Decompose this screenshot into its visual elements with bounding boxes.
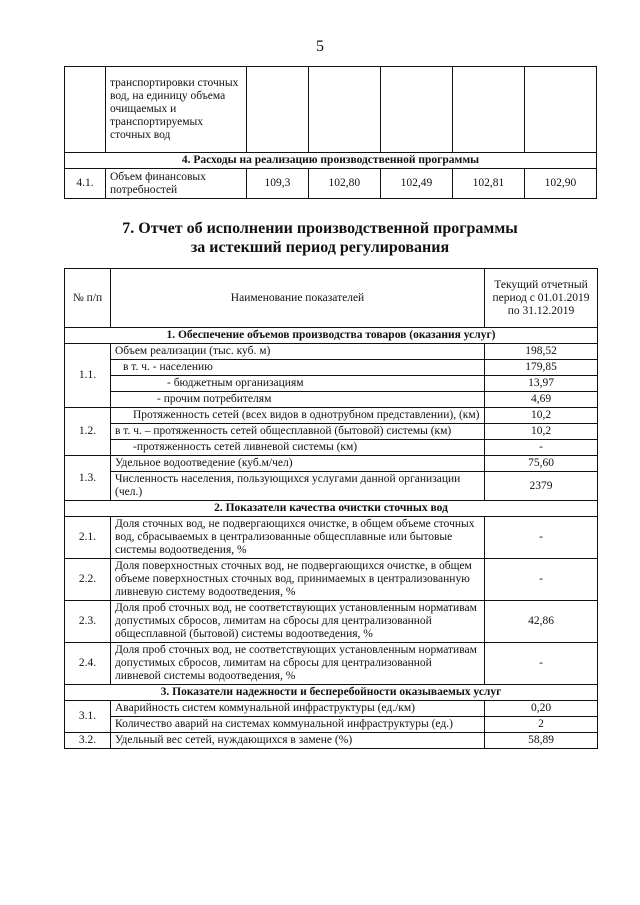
- row-name: -протяженность сетей ливневой системы (км): [111, 440, 485, 456]
- row-name: Доля поверхностных сточных вод, не подвергающихся очистке, в общем объеме поверхностных сточных вод, принимаемых в централизованную ливневую систему водоотведения, %: [111, 559, 485, 601]
- row-name: в т. ч. – протяженность сетей общесплавной (бытовой) системы (км): [111, 424, 485, 440]
- row-number: 2.3.: [65, 601, 111, 643]
- row-name: Объем реализации (тыс. куб. м): [111, 344, 485, 360]
- table-row: [65, 169, 597, 199]
- value-cell: -: [485, 643, 598, 685]
- report-title-line1: 7. Отчет об исполнении производственной программы: [122, 220, 518, 237]
- value-cell: -: [485, 517, 598, 559]
- row-number: 4.1.: [65, 169, 106, 199]
- section-heading: 2. Показатели качества очистки сточных вод: [65, 501, 598, 517]
- row-number: 1.1.: [65, 344, 111, 408]
- value-cell: 102,80: [308, 169, 380, 199]
- table-row: [65, 717, 598, 733]
- header-row: [65, 269, 598, 328]
- value-cell: 58,89: [485, 733, 598, 749]
- report-table: [64, 268, 598, 749]
- page-number: 5: [316, 38, 324, 55]
- value-cell: -: [485, 440, 598, 456]
- table-cell: [308, 67, 380, 153]
- value-cell: 109,3: [247, 169, 309, 199]
- row-name: - бюджетным организациям: [111, 376, 485, 392]
- section-row: [65, 685, 598, 701]
- row-number: 2.4.: [65, 643, 111, 685]
- table-cell: [65, 67, 106, 153]
- value-cell: 13,97: [485, 376, 598, 392]
- row-number: 3.2.: [65, 733, 111, 749]
- value-cell: 10,2: [485, 408, 598, 424]
- section-heading: 3. Показатели надежности и бесперебойности оказываемых услуг: [65, 685, 598, 701]
- table-row: [65, 701, 598, 717]
- value-cell: 2: [485, 717, 598, 733]
- section-heading: 1. Обеспечение объемов производства товаров (оказания услуг): [65, 328, 598, 344]
- row-name: в т. ч. - населению: [111, 360, 485, 376]
- table-row: [65, 408, 598, 424]
- table-row: [65, 344, 598, 360]
- table-cell: [247, 67, 309, 153]
- value-cell: 10,2: [485, 424, 598, 440]
- value-cell: 4,69: [485, 392, 598, 408]
- table-row: [65, 67, 597, 153]
- header-num: № п/п: [65, 269, 111, 328]
- value-cell: 102,81: [452, 169, 524, 199]
- row-number: 3.1.: [65, 701, 111, 733]
- row-name: Протяженность сетей (всех видов в однотрубном представлении), (км): [111, 408, 485, 424]
- value-cell: 0,20: [485, 701, 598, 717]
- report-title-line2: за истекший период регулирования: [190, 239, 450, 256]
- table-cell: транспортировки сточных вод, на единицу объема очищаемых и транспортируемых сточных вод: [106, 67, 247, 153]
- row-name: Количество аварий на системах коммунальной инфраструктуры (ед.): [111, 717, 485, 733]
- table-cell: [380, 67, 452, 153]
- row-name: - прочим потребителям: [111, 392, 485, 408]
- value-cell: 179,85: [485, 360, 598, 376]
- row-number: 1.2.: [65, 408, 111, 456]
- table-row: [65, 376, 598, 392]
- section-row: [65, 501, 598, 517]
- value-cell: 102,49: [380, 169, 452, 199]
- header-period: Текущий отчетный период с 01.01.2019 по 31.12.2019: [485, 269, 598, 328]
- table-row: [65, 559, 598, 601]
- table-row: [65, 392, 598, 408]
- table-row: [65, 733, 598, 749]
- value-cell: -: [485, 559, 598, 601]
- row-name: Объем финансовых потребностей: [106, 169, 247, 199]
- row-number: 2.1.: [65, 517, 111, 559]
- row-number: 2.2.: [65, 559, 111, 601]
- header-name: Наименование показателей: [111, 269, 485, 328]
- table-row: [65, 472, 598, 501]
- table-row: [65, 440, 598, 456]
- section-row: [65, 153, 597, 169]
- row-name: Аварийность систем коммунальной инфраструктуры (ед./км): [111, 701, 485, 717]
- table-row: [65, 456, 598, 472]
- row-name: Численность населения, пользующихся услугами данной организации (чел.): [111, 472, 485, 501]
- value-cell: 102,90: [524, 169, 596, 199]
- section-row: [65, 328, 598, 344]
- section-heading: 4. Расходы на реализацию производственной программы: [65, 153, 597, 169]
- row-name: Удельный вес сетей, нуждающихся в замене (%): [111, 733, 485, 749]
- value-cell: 2379: [485, 472, 598, 501]
- row-name: Удельное водоотведение (куб.м/чел): [111, 456, 485, 472]
- table-row: [65, 424, 598, 440]
- financial-needs-table: [64, 66, 597, 199]
- row-name: Доля сточных вод, не подвергающихся очистке, в общем объеме сточных вод, сбрасываемых в централизованные общесплавные или бытовые системы водоотведения, %: [111, 517, 485, 559]
- table-cell: [524, 67, 596, 153]
- report-title: [0, 219, 640, 257]
- value-cell: 42,86: [485, 601, 598, 643]
- row-name: Доля проб сточных вод, не соответствующих установленным нормативам допустимых сбросов, лимитам на сбросы для централизованной ливневой системы водоотведения, %: [111, 643, 485, 685]
- row-name: Доля проб сточных вод, не соответствующих установленным нормативам допустимых сбросов, лимитам на сбросы для централизованной общесплавной (бытовой) системы водоотведения, %: [111, 601, 485, 643]
- table-row: [65, 517, 598, 559]
- table-cell: [452, 67, 524, 153]
- table-row: [65, 360, 598, 376]
- table-row: [65, 643, 598, 685]
- table-row: [65, 601, 598, 643]
- value-cell: 75,60: [485, 456, 598, 472]
- value-cell: 198,52: [485, 344, 598, 360]
- row-number: 1.3.: [65, 456, 111, 501]
